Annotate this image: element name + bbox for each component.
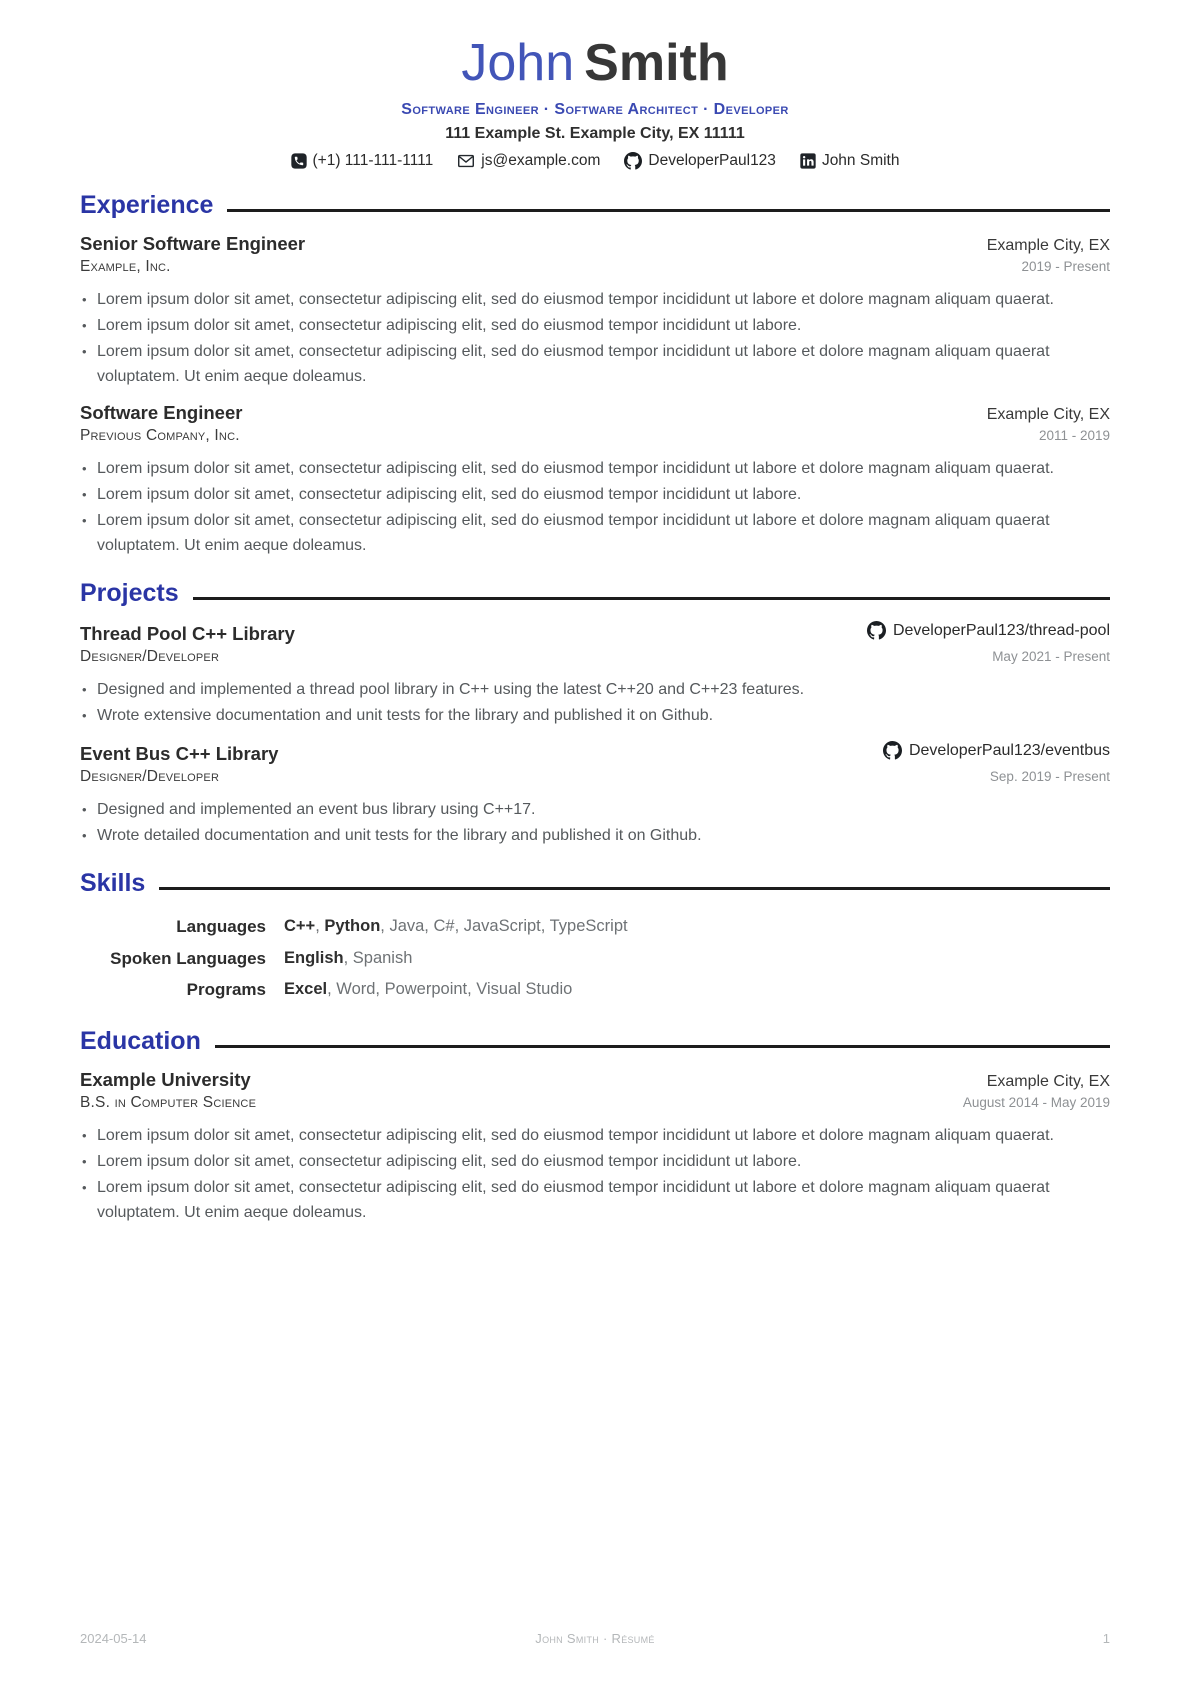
bullet-list (80, 1123, 1110, 1225)
skill-label: Languages (176, 917, 266, 937)
date-range: May 2021 - Present (992, 649, 1110, 665)
section-rule (159, 887, 1110, 890)
github-icon (624, 152, 642, 170)
footer-title: John Smith · Résumé (535, 1631, 655, 1646)
linkedin-icon (800, 153, 816, 169)
section-title-experience: Experience (80, 191, 214, 220)
entry-header (80, 402, 1110, 424)
github-link[interactable] (624, 152, 776, 170)
section-rule (227, 209, 1110, 212)
job-title: Senior Software Engineer (80, 233, 306, 255)
bullet-item: • Designed and implemented a thread pool library in C++ using the latest C++20 and C++23 features. (80, 677, 1110, 702)
phone-number: (+1) 111-111-1111 (312, 152, 434, 170)
linkedin-link[interactable] (800, 152, 900, 170)
professional-titles: Software Engineer · Software Architect · Developer (401, 101, 789, 119)
github-icon (867, 621, 886, 640)
skill-value: C++, Python, Java, C#, JavaScript, TypeScript (284, 917, 628, 936)
skill-label: Programs (186, 980, 266, 1000)
entry-subheader (80, 648, 1110, 666)
bullet-item: • Wrote extensive documentation and unit tests for the library and published it on Github. (80, 703, 1110, 728)
resume-header (80, 34, 1110, 170)
project-role: Designer/Developer (80, 648, 220, 666)
entry-subheader (80, 427, 1110, 445)
phone-link[interactable] (291, 152, 434, 170)
experience-entry (80, 233, 1110, 389)
project-name: Event Bus C++ Library (80, 743, 279, 765)
job-location: Example City, EX (986, 406, 1110, 424)
project-entry (80, 621, 1110, 728)
section-header (80, 191, 1110, 220)
experience-entry (80, 402, 1110, 558)
bullet-item: • Wrote detailed documentation and unit tests for the library and published it on Github. (80, 823, 1110, 848)
skill-label: Spoken Languages (110, 948, 266, 968)
skill-row-languages (80, 911, 1110, 943)
job-location: Example City, EX (986, 237, 1110, 255)
bullet-item: • Lorem ipsum dolor sit amet, consectetur adipiscing elit, sed do eiusmod tempor incididunt ut labore et dolore magnam aliquam quaerat voluptatem. Ut enim aeque doleamus. (80, 339, 1110, 389)
bullet-item: • Lorem ipsum dolor sit amet, consectetur adipiscing elit, sed do eiusmod tempor incididunt ut labore et dolore magnam aliquam quaerat. (80, 287, 1110, 312)
contact-row (80, 152, 1110, 170)
github-icon (883, 741, 902, 760)
bullet-list (80, 456, 1110, 558)
entry-header (80, 233, 1110, 255)
address-line: 111 Example St. Example City, EX 11111 (445, 125, 745, 143)
entry-header (80, 1069, 1110, 1091)
date-range: 2019 - Present (1021, 259, 1110, 275)
page-footer (80, 1631, 1110, 1646)
bullet-item: • Lorem ipsum dolor sit amet, consectetur adipiscing elit, sed do eiusmod tempor incididunt ut labore. (80, 482, 1110, 507)
section-experience (80, 191, 1110, 558)
skill-row-programs (80, 974, 1110, 1006)
project-entry (80, 741, 1110, 848)
project-repo-link[interactable] (883, 741, 1110, 760)
bullet-list (80, 797, 1110, 848)
section-rule (193, 597, 1110, 600)
section-header (80, 1027, 1110, 1056)
repo-path: DeveloperPaul123/thread-pool (892, 621, 1110, 639)
education-entry (80, 1069, 1110, 1225)
email-link[interactable] (457, 152, 600, 170)
school-location: Example City, EX (986, 1072, 1110, 1090)
section-title-projects: Projects (80, 579, 179, 608)
last-name: Smith (584, 34, 729, 92)
section-title-skills: Skills (80, 869, 146, 898)
entry-subheader (80, 258, 1110, 276)
entry-header (80, 741, 1110, 765)
bullet-item: • Designed and implemented an event bus library using C++17. (80, 797, 1110, 822)
project-repo-link[interactable] (867, 621, 1110, 640)
section-header (80, 579, 1110, 608)
email-address: js@example.com (481, 152, 601, 170)
company-name: Previous Company, Inc. (80, 427, 240, 445)
linkedin-name: John Smith (821, 152, 900, 170)
degree-name: B.S. in Computer Science (80, 1093, 257, 1111)
project-role: Designer/Developer (80, 768, 220, 786)
section-education (80, 1027, 1110, 1225)
entry-subheader (80, 1094, 1110, 1112)
skill-row-spoken-languages (80, 943, 1110, 975)
footer-page-number: 1 (1102, 1631, 1110, 1646)
bullet-item: • Lorem ipsum dolor sit amet, consectetur adipiscing elit, sed do eiusmod tempor incididunt ut labore. (80, 1149, 1110, 1174)
bullet-item: • Lorem ipsum dolor sit amet, consectetur adipiscing elit, sed do eiusmod tempor incididunt ut labore et dolore magnam aliquam quaerat. (80, 456, 1110, 481)
email-icon (457, 153, 475, 169)
job-title: Software Engineer (80, 402, 243, 424)
github-username: DeveloperPaul123 (648, 152, 776, 170)
date-range: Sep. 2019 - Present (989, 769, 1110, 785)
footer-date: 2024-05-14 (80, 1631, 147, 1646)
project-name: Thread Pool C++ Library (80, 623, 295, 645)
full-name (80, 34, 1110, 92)
section-header (80, 869, 1110, 898)
section-title-education: Education (80, 1026, 201, 1055)
date-range: 2011 - 2019 (1038, 428, 1110, 444)
skills-table (80, 911, 1110, 1006)
date-range: August 2014 - May 2019 (962, 1094, 1110, 1110)
bullet-item: • Lorem ipsum dolor sit amet, consectetur adipiscing elit, sed do eiusmod tempor incididunt ut labore et dolore magnam aliquam quaerat voluptatem. Ut enim aeque doleamus. (80, 508, 1110, 558)
school-name: Example University (80, 1068, 251, 1090)
bullet-item: • Lorem ipsum dolor sit amet, consectetur adipiscing elit, sed do eiusmod tempor incididunt ut labore et dolore magnam aliquam quaerat. (80, 1123, 1110, 1148)
skill-value: Excel, Word, Powerpoint, Visual Studio (284, 980, 573, 999)
section-rule (215, 1045, 1110, 1048)
section-skills (80, 869, 1110, 1006)
company-name: Example, Inc. (80, 258, 171, 276)
first-name: John (461, 34, 575, 92)
repo-path: DeveloperPaul123/eventbus (908, 741, 1110, 759)
skill-value: English, Spanish (284, 948, 413, 967)
bullet-list (80, 677, 1110, 728)
section-projects (80, 579, 1110, 848)
bullet-list (80, 287, 1110, 389)
phone-icon (291, 153, 307, 169)
entry-subheader (80, 768, 1110, 786)
bullet-item: • Lorem ipsum dolor sit amet, consectetur adipiscing elit, sed do eiusmod tempor incididunt ut labore et dolore magnam aliquam quaerat voluptatem. Ut enim aeque doleamus. (80, 1175, 1110, 1225)
entry-header (80, 621, 1110, 645)
bullet-item: • Lorem ipsum dolor sit amet, consectetur adipiscing elit, sed do eiusmod tempor incididunt ut labore. (80, 313, 1110, 338)
